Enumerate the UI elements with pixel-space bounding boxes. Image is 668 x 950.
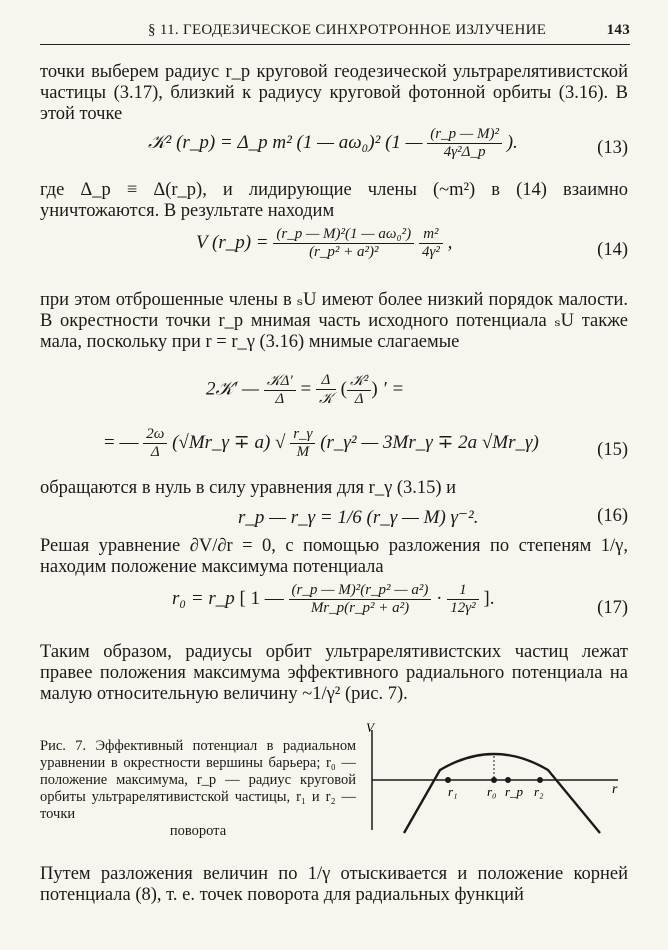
eq15a-fraction-2 — [316, 372, 336, 408]
potential-figure — [360, 720, 630, 840]
equation-16: r_p — r_γ = 1/6 (r_γ — M) γ⁻². — [238, 507, 479, 528]
eq13-frac-den: 4γ²Δ_p — [443, 144, 486, 160]
eq15a-f2-num: Δ — [316, 372, 336, 390]
paragraph-7: Путем разложения величин по 1/γ отыскивается и положение корней потенциала (8), т. е. точек поворота для радиальных функций — [40, 864, 628, 905]
eq15a-f1-num: 𝒦Δ′ — [264, 372, 296, 391]
r-axis-label: r — [612, 782, 618, 797]
eq17-f2-num: 1 — [447, 582, 478, 600]
eq15a-fraction-3 — [347, 372, 371, 408]
eq15-number: (15) — [597, 440, 628, 460]
eq13-number: (13) — [597, 138, 628, 158]
paragraph-6: Таким образом, радиусы орбит ультрарелятивистских частиц лежат правее положения максимума эффективного радиального потенциала на малую относительную величину ~1/γ² (рис. 7). — [40, 642, 628, 704]
paragraph-4: обращаются в нуль в силу уравнения для r_γ (3.15) и — [40, 478, 457, 498]
eq15b-sq-den: M — [296, 444, 310, 460]
eq17-dot: · — [436, 587, 443, 609]
page-number: 143 — [606, 22, 630, 38]
label-r0: r₀ — [487, 784, 497, 799]
eq15b-sq-num: r_γ — [290, 426, 315, 444]
point-r0 — [491, 777, 497, 783]
eq14-frac2-den: 4γ² — [421, 244, 440, 260]
eq15b-tail: (r_γ² — 3Mr_γ ∓ 2a √Mr_γ) — [320, 431, 539, 453]
paragraph-1: точки выберем радиус r_p круговой геодезической ультрарелятивистской частицы (3.17), близкий к радиусу круговой фотонной орбиты (3.16). В этой точке — [40, 62, 628, 124]
eq15b-f-den: Δ — [150, 444, 160, 460]
eq17-bracket-close: ]. — [483, 587, 495, 609]
eq13-fraction — [427, 126, 502, 161]
label-r1: r₁ — [448, 784, 458, 799]
eq15b-fraction — [143, 426, 167, 461]
eq14-fraction-2 — [419, 226, 443, 261]
eq14-frac1-num: (r_p — M)²(1 — aω₀²) — [273, 226, 414, 244]
equation-15-line-2 — [104, 426, 539, 461]
equation-14 — [196, 226, 452, 261]
eq15a-f3-num: 𝒦² — [347, 372, 371, 391]
caption-line-main: Рис. 7. Эффективный потенциал в радиальном уравнении в окрестности вершины барьера; r₀ — положение максимума, r_p — радиус круговой орбиты ультрарелятивистской частицы, r₁ и r₂ — точки — [40, 738, 356, 822]
header-title: § 11. ГЕОДЕЗИЧЕСКОЕ СИНХРОТРОННОЕ ИЗЛУЧЕНИЕ — [148, 22, 547, 38]
potential-curve — [404, 754, 600, 833]
eq15a-lead: 2𝒦′ — — [206, 378, 259, 400]
equation-17 — [172, 582, 494, 617]
eq15a-fraction-1 — [264, 372, 296, 408]
eq15a-f1-den: Δ — [275, 391, 285, 407]
eq15b-lead: = — — [104, 431, 139, 453]
point-r2 — [537, 777, 543, 783]
caption-line-last: поворота — [169, 823, 227, 839]
eq17-lhs: r₀ = r_p — [172, 587, 235, 609]
eq15a-f2-den: 𝒦 — [318, 391, 333, 407]
eq17-fraction-1 — [289, 582, 432, 617]
label-rp: r_p — [505, 784, 524, 799]
eq13-paren-open: (1 — — [385, 131, 423, 153]
eq13-frac-num: (r_p — M)² — [427, 126, 502, 144]
eq14-fraction-1 — [273, 226, 414, 261]
eq13-lhs: 𝒦² (r_p) = Δ_p m² (1 — aω₀)² — [148, 131, 381, 153]
point-r1 — [445, 777, 451, 783]
eq17-f1-den: Mr_p(r_p² + a²) — [310, 600, 410, 616]
eq17-number: (17) — [597, 598, 628, 618]
eq14-tail: , — [447, 231, 453, 253]
eq14-frac1-den: (r_p² + a²)² — [309, 244, 379, 260]
label-r2: r₂ — [534, 784, 544, 799]
equation-13 — [148, 126, 518, 161]
eq14-number: (14) — [597, 240, 628, 260]
eq17-f2-den: 12γ² — [450, 600, 476, 616]
eq17-bracket-open: [ 1 — — [239, 587, 284, 609]
eq15b-mid: (√Mr_γ ∓ a) √ — [172, 431, 286, 453]
eq14-lhs: V (r_p) = — [196, 231, 269, 253]
figure-caption — [40, 738, 356, 840]
paragraph-2: где Δ_p ≡ Δ(r_p), и лидирующие члены (~m²) в (14) взаимно уничтожаются. В результате находим — [40, 180, 628, 221]
running-header — [40, 18, 630, 45]
paragraph-5: Решая уравнение ∂V/∂r = 0, с помощью разложения по степеням 1/γ, находим положение максимума потенциала — [40, 536, 628, 577]
eq17-fraction-2 — [447, 582, 478, 617]
eq15a-f3-den: Δ — [354, 391, 364, 407]
v-axis-label: V — [366, 720, 374, 735]
eq15a-tail: ′ = — [382, 378, 405, 400]
eq16-number: (16) — [597, 506, 628, 526]
equation-15-line-1: 2𝒦′ — $\frac{\text{𝒦Δ′}}{\Delta}$ = $\frac{\Delta}{\text{𝒦}}$ ( $\frac{\text{𝒦²}}{\Delta}$ ) ′ = — [206, 372, 405, 407]
eq15b-sqrt-fraction — [290, 426, 315, 461]
eq15b-f-num: 2ω — [143, 426, 167, 444]
eq17-f1-num: (r_p — M)²(r_p² — a²) — [289, 582, 432, 600]
eq15a-equals: = — [300, 378, 312, 400]
eq14-frac2-num: m² — [419, 226, 443, 244]
point-rp — [505, 777, 511, 783]
paragraph-3: при этом отброшенные члены в ₛU имеют более низкий порядок малости. В окрестности точки r_p мнимая часть исходного потенциала ₛU также мала, поскольку при r = r_γ (3.16) мнимые слагаемые — [40, 290, 628, 352]
eq13-paren-close: ). — [506, 131, 518, 153]
